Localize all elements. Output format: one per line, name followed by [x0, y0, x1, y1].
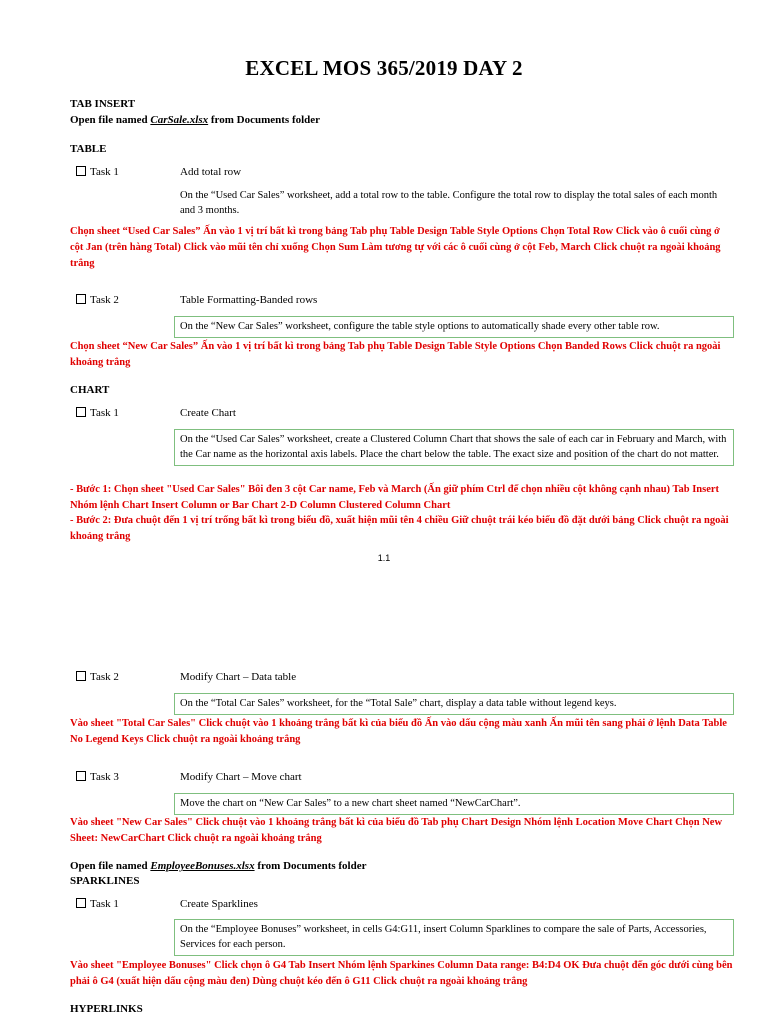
task-description: On the “Used Car Sales” worksheet, add a total row to the table. Configure the total row to display the total sales of each month and 3 months.: [180, 190, 718, 216]
task-title: Create Sparklines: [180, 898, 258, 910]
file-name-employeebonuses: EmployeeBonuses.xlsx: [150, 860, 255, 872]
open-file-post: from Documents folder: [254, 860, 367, 872]
task-checkbox-chart-2[interactable]: [76, 671, 119, 683]
task-label: Task 2: [90, 671, 119, 683]
task-label: Task 1: [90, 166, 119, 178]
task-title: Create Chart: [180, 407, 236, 419]
checkbox-icon[interactable]: [76, 294, 86, 304]
task-checkbox-table-2[interactable]: [76, 294, 119, 306]
task-title: Add total row: [180, 166, 242, 178]
section-table: TABLE: [70, 143, 107, 155]
task-steps: Vào sheet "New Car Sales" Click chuột vào 1 khoảng trắng bất kì của biểu đồ Tab phụ Chart Design Nhóm lệnh Location Move Chart Chọn New Sheet: NewCarChart Click chuột ra ngoài khoảng trắng: [70, 817, 723, 844]
open-file-employeebonuses: [70, 860, 367, 872]
task-checkbox-chart-3[interactable]: [76, 771, 119, 783]
task-description: On the “Employee Bonuses” worksheet, in cells G4:G11, insert Column Sparklines to compare the sale of Parts, Accessories, Services for each person.: [174, 919, 734, 956]
section-tab-insert: TAB INSERT: [70, 98, 136, 110]
task-checkbox-sparklines-1[interactable]: [76, 898, 119, 910]
checkbox-icon[interactable]: [76, 407, 86, 417]
task-label: Task 3: [90, 771, 119, 783]
task-steps: Vào sheet "Employee Bonuses" Click chọn ô G4 Tab Insert Nhóm lệnh Sparkines Column Data range: B4:D4 OK Đưa chuột đến góc dưới cùng bên phải ô G4 (xuất hiện dấu cộng màu đen) Dùng chuột kéo đến ô G11 Click chuột ra ngoài khoảng trắng: [70, 960, 733, 987]
task-steps: Vào sheet "Total Car Sales" Click chuột vào 1 khoảng trắng bất kì của biểu đồ Ấn vào dấu cộng màu xanh Ấn mũi tên sang phải ở lệnh Data Table No Legend Keys Click chuột ra ngoài khoảng trắng: [70, 718, 727, 745]
checkbox-icon[interactable]: [76, 898, 86, 908]
open-file-pre: Open file named: [70, 114, 151, 126]
page-title: EXCEL MOS 365/2019 DAY 2: [245, 56, 523, 80]
open-file-post: from Documents folder: [208, 114, 321, 126]
task-title: Table Formatting-Banded rows: [180, 294, 318, 306]
task-description: On the “New Car Sales” worksheet, configure the table style options to automatically shade every other table row.: [174, 316, 734, 338]
task-steps: - Bước 1: Chọn sheet "Used Car Sales" Bôi đen 3 cột Car name, Feb và March (Ấn giữ phím Ctrl để chọn nhiều cột không cạnh nhau) Tab Insert Nhóm lệnh Chart Insert Column or Bar Chart 2-D Column Clustered Column Chart: [70, 484, 720, 511]
section-chart: CHART: [70, 384, 110, 396]
task-label: Task 2: [90, 294, 119, 306]
task-checkbox-table-1[interactable]: [76, 166, 119, 178]
task-description: On the “Used Car Sales” worksheet, create a Clustered Column Chart that shows the sale of each car in February and March, with the Car name as the horizontal axis labels. Place the chart below the table. The exact size and position of the chart do not matter.: [174, 429, 734, 466]
task-steps: Chọn sheet “Used Car Sales” Ấn vào 1 vị trí bất kì trong bảng Tab phụ Table Design Table Style Options Chọn Total Row Click vào ô cuối cùng ở cột Jan (trên hàng Total) Click vào mũi tên chỉ xuống Chọn Sum Làm tương tự với các ô cuối cùng ở cột Feb, March Click chuột ra ngoài khoảng trắng: [70, 226, 721, 269]
checkbox-icon[interactable]: [76, 771, 86, 781]
task-title: Modify Chart – Move chart: [180, 771, 302, 783]
checkbox-icon[interactable]: [76, 671, 86, 681]
task-description: On the “Total Car Sales” worksheet, for the “Total Sale” chart, display a data table without legend keys.: [174, 693, 734, 715]
page-number: 1.1: [377, 553, 391, 563]
task-steps-2: - Bước 2: Đưa chuột đến 1 vị trí trống bất kì trong biểu đồ, xuất hiện mũi tên 4 chiều Giữ chuột trái kéo biểu đồ đặt dưới bảng Click chuột ra ngoài khoảng trắng: [70, 515, 729, 542]
checkbox-icon[interactable]: [76, 166, 86, 176]
section-hyperlinks: HYPERLINKS: [70, 1003, 143, 1015]
open-file-pre: Open file named: [70, 860, 151, 872]
task-label: Task 1: [90, 407, 119, 419]
open-file-carsale: [70, 114, 320, 126]
task-description: Move the chart on “New Car Sales” to a new chart sheet named “NewCarChart”.: [174, 793, 734, 815]
task-label: Task 1: [90, 898, 119, 910]
file-name-carsale: CarSale.xlsx: [150, 114, 209, 126]
task-checkbox-chart-1[interactable]: [76, 407, 119, 419]
task-title: Modify Chart – Data table: [180, 671, 297, 683]
task-steps: Chọn sheet “New Car Sales” Ấn vào 1 vị trí bất kì trong bảng Tab phụ Table Design Table Style Options Chọn Banded Rows Click chuột ra ngoài khoảng trắng: [70, 341, 721, 368]
section-sparklines: SPARKLINES: [70, 875, 140, 887]
